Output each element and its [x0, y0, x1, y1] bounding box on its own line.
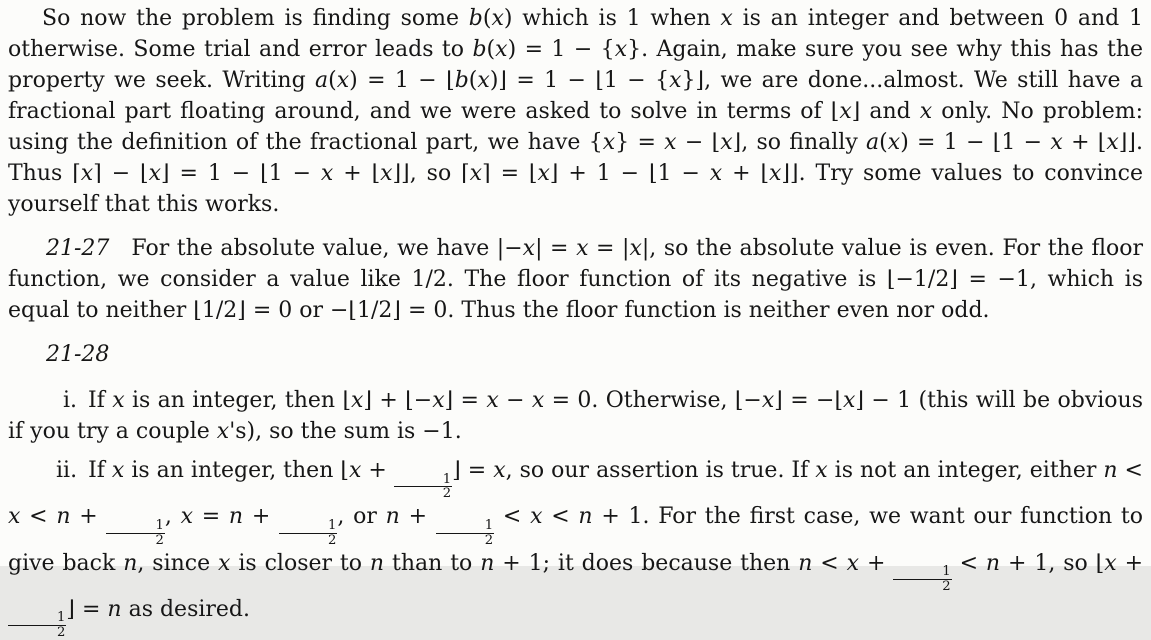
stacked-fraction: $\frac{1}{2}$	[394, 473, 452, 502]
para-solution-21-28-label: 21-28	[46, 342, 110, 367]
stacked-fraction: $\frac{1}{2}$	[8, 611, 66, 640]
para-continued-solution: So now the problem is finding some b(x) which is 1 when x is an integer and between 0 and 1 otherwise. Some trial and error leads to b(x) = 1 − {x}. Again, make sure you see why this has the property we seek. Writing a(x) = 1 − ⌊b(x)⌋ = 1 − ⌊1 − {x}⌋, we are done...almost. We still have a fractional part floating around, and we were asked to solve in terms of ⌊x⌋ and x only. No problem: using the definition of the fractional part, we have {x} = x − ⌊x⌋, so finally a(x) = 1 − ⌊1 − x + ⌊x⌋⌋. Thus ⌈x⌉ − ⌊x⌋ = 1 − ⌊1 − x + ⌊x⌋⌋, so ⌈x⌉ = ⌊x⌋ + 1 − ⌊1 − x + ⌊x⌋⌋. Try some values to convince yourself that this works.	[8, 6, 1144, 217]
para-21-28-item-ii: ii. If x is an integer, then ⌊x + $\frac{1}{2}$ ⌋ = x, so our assertion is true. If x is not an integer, either n < x < n + $\frac{1}{2}$ , x = n + $\frac{1}{2}$ , or n + $\frac{1}{2}$ < x < n + 1. For the first case, we want our function to give back n, since x is closer to n than to n + 1; it does because then n < x + $\frac{1}{2}$ < n + 1, so ⌊x + $\frac{1}{2}$ ⌋ = n as desired.	[8, 458, 1144, 640]
para-21-28-item-i: i. If x is an integer, then ⌊x⌋ + ⌊−x⌋ = x − x = 0. Otherwise, ⌊−x⌋ = −⌊x⌋ − 1 (this will be obvious if you try a couple x's), so the sum is −1.	[8, 388, 1143, 444]
stacked-fraction: $\frac{1}{2}$	[279, 519, 337, 548]
para-solution-21-27: 21-27 For the absolute value, we have |−x| = x = |x|, so the absolute value is even. For the floor function, we consider a value like 1/2. The floor function of its negative is ⌊−1/2⌋ = −1, which is equal to neither ⌊1/2⌋ = 0 or −⌊1/2⌋ = 0. Thus the floor function is neither even nor odd.	[8, 236, 1143, 323]
stacked-fraction: $\frac{1}{2}$	[436, 519, 494, 548]
stacked-fraction: $\frac{1}{2}$	[106, 519, 164, 548]
stacked-fraction: $\frac{1}{2}$	[893, 565, 951, 594]
